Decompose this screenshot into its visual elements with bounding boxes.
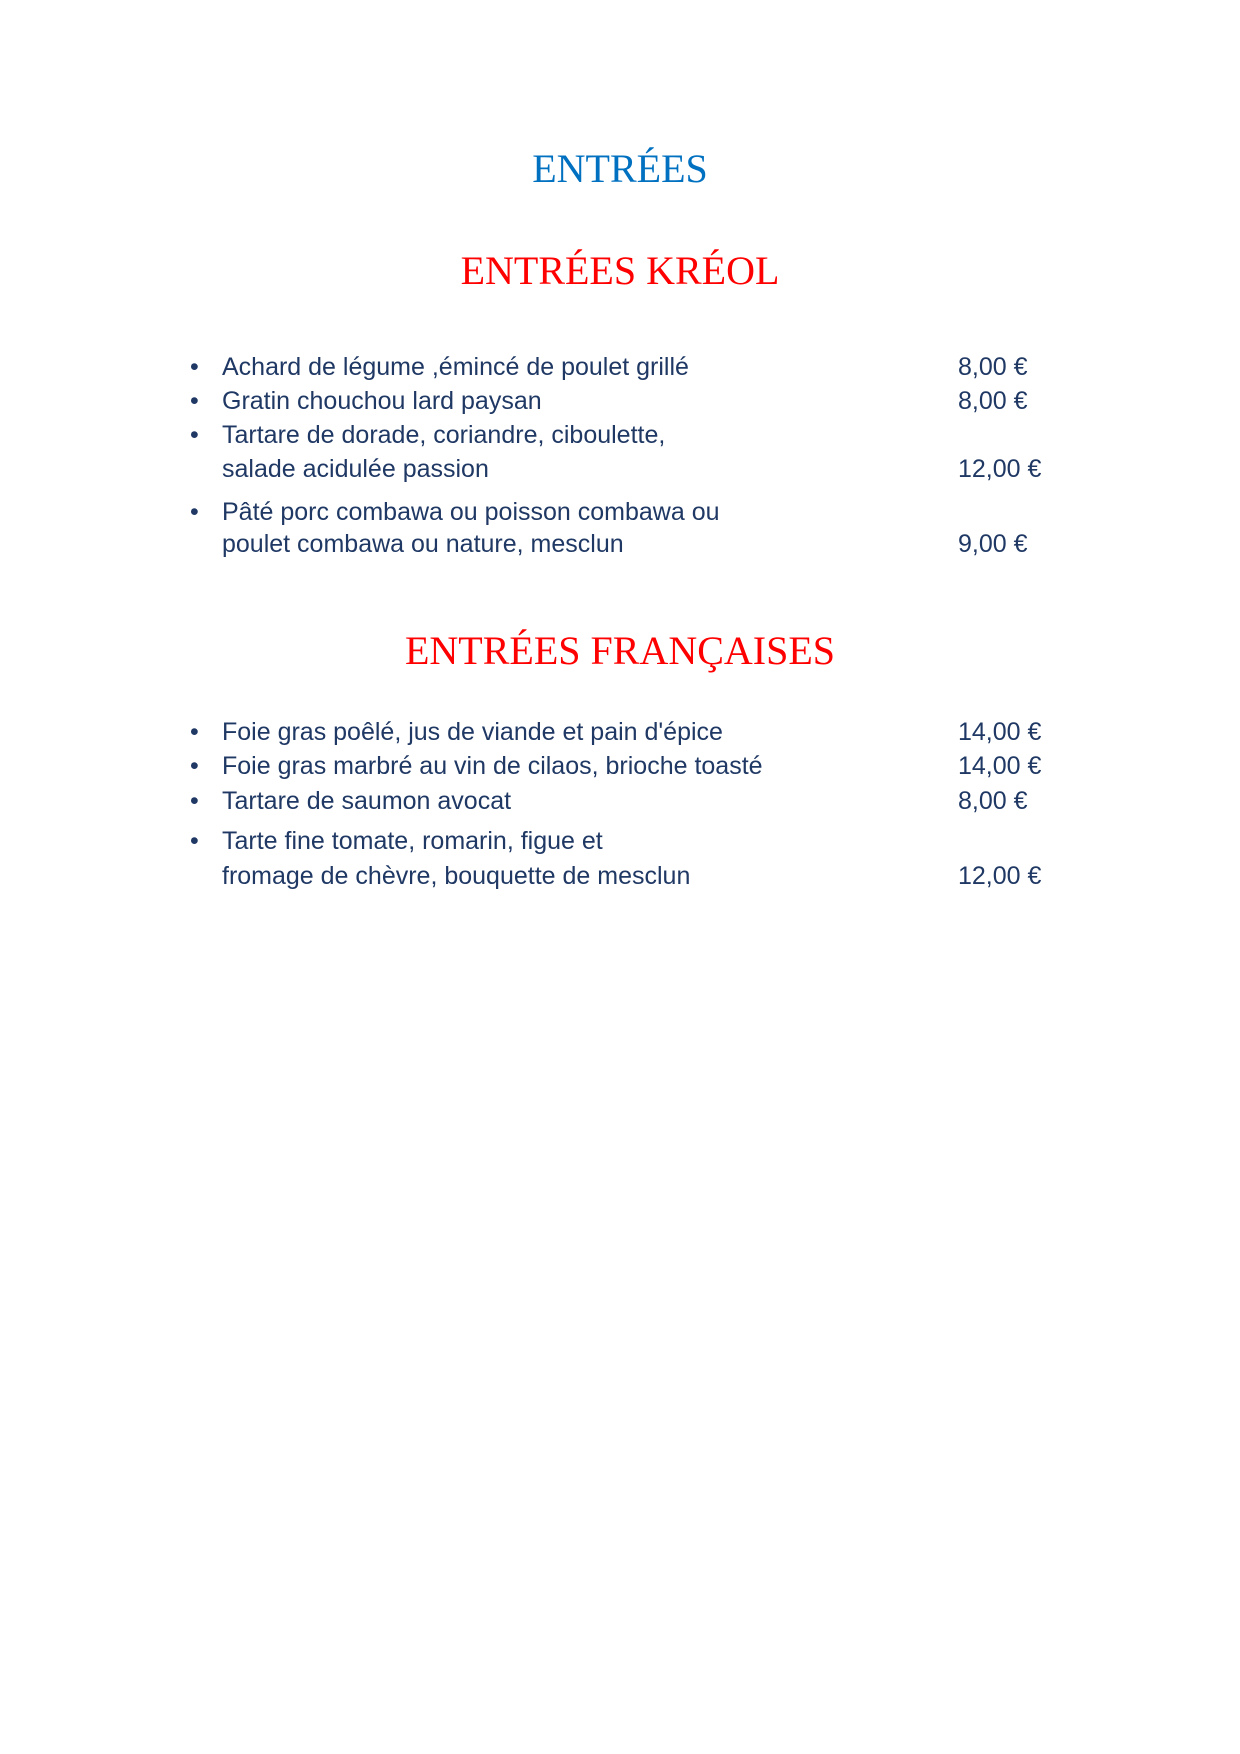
menu-item-line <box>0 860 1240 893</box>
menu-item-text: Foie gras marbré au vin de cilaos, brioche toasté <box>222 752 763 780</box>
bullet-icon: • <box>190 353 199 381</box>
menu-item-line <box>0 351 1240 384</box>
menu-item-price: 12,00 € <box>958 862 1042 890</box>
menu-item-price: 8,00 € <box>958 353 1028 381</box>
menu-item-text: Tartare de saumon avocat <box>222 787 512 815</box>
bullet-icon: • <box>190 718 199 746</box>
menu-item-price: 8,00 € <box>958 387 1028 415</box>
menu-item-text: Tarte fine tomate, romarin, figue et <box>222 827 603 855</box>
bullet-icon: • <box>190 827 199 855</box>
section-heading-francaises: ENTRÉES FRANÇAISES <box>404 628 836 673</box>
menu-item-price: 14,00 € <box>958 718 1042 746</box>
bullet-icon: • <box>190 787 199 815</box>
menu-item-line <box>0 496 1240 529</box>
page-title: ENTRÉES <box>532 146 708 191</box>
menu-item-text: fromage de chèvre, bouquette de mesclun <box>222 862 691 890</box>
menu-item-text: Foie gras poêlé, jus de viande et pain d'épice <box>222 718 723 746</box>
menu-item-line <box>0 750 1240 783</box>
menu-item-text: salade acidulée passion <box>222 455 489 483</box>
menu-item-price: 12,00 € <box>958 455 1042 483</box>
menu-item-price: 14,00 € <box>958 752 1042 780</box>
menu-item-line <box>0 716 1240 749</box>
bullet-icon: • <box>190 421 199 449</box>
menu-item-line <box>0 385 1240 418</box>
bullet-icon: • <box>190 752 199 780</box>
bullet-icon: • <box>190 387 199 415</box>
menu-item-line <box>0 785 1240 818</box>
menu-item-text: Pâté porc combawa ou poisson combawa ou <box>222 498 720 526</box>
menu-item-line <box>0 825 1240 858</box>
menu-item-text: Gratin chouchou lard paysan <box>222 387 542 415</box>
menu-item-price: 9,00 € <box>958 530 1028 558</box>
menu-item-text: Achard de légume ,émincé de poulet grillé <box>222 353 689 381</box>
menu-item-text: poulet combawa ou nature, mesclun <box>222 530 624 558</box>
section-heading-kreol: ENTRÉES KRÉOL <box>460 248 780 293</box>
menu-item-text: Tartare de dorade, coriandre, ciboulette, <box>222 421 666 449</box>
menu-item-line <box>0 419 1240 452</box>
menu-item-price: 8,00 € <box>958 787 1028 815</box>
menu-item-line <box>0 528 1240 561</box>
menu-item-line <box>0 453 1240 486</box>
bullet-icon: • <box>190 498 199 526</box>
